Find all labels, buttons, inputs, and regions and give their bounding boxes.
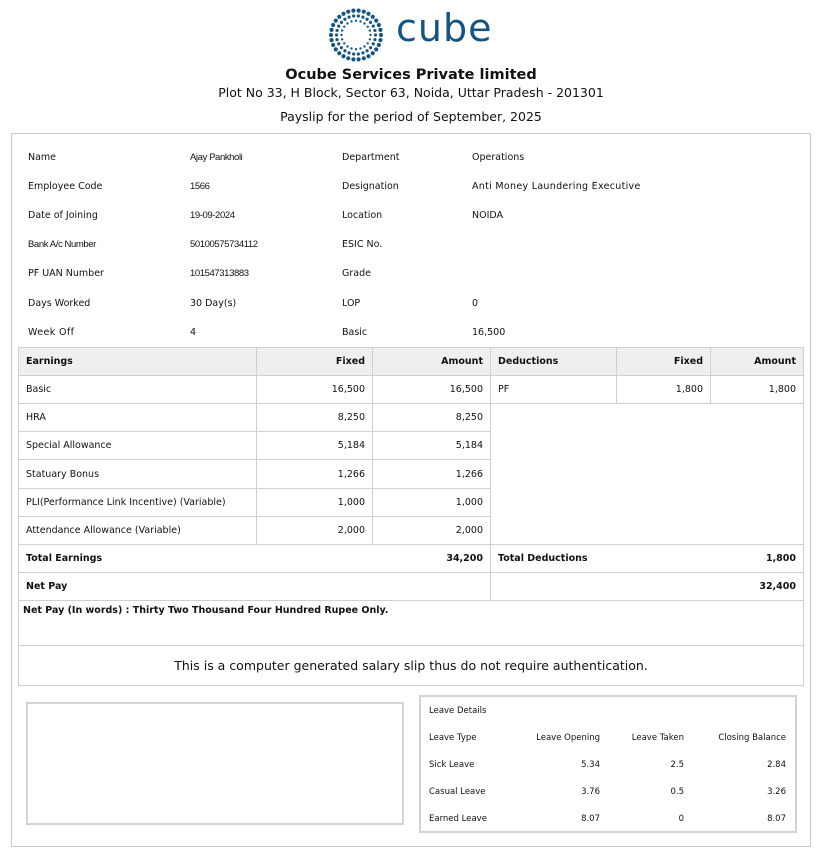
total-earnings-value: 34,200 bbox=[257, 544, 491, 573]
closing-balance-header: Closing Balance bbox=[718, 733, 786, 743]
earning-amount: 2,000 bbox=[372, 516, 491, 545]
company-logo bbox=[322, 8, 502, 64]
earning-amount: 1,266 bbox=[372, 459, 491, 489]
leave-type: Casual Leave bbox=[429, 787, 486, 797]
net-pay-label: Net Pay bbox=[18, 572, 491, 601]
signature-box bbox=[26, 702, 404, 825]
deduction-amount: 1,800 bbox=[710, 375, 804, 404]
earning-name: PLI(Performance Link Incentive) (Variable) bbox=[18, 488, 257, 517]
employee-code-label: Employee Code bbox=[28, 181, 103, 192]
basic-label: Basic bbox=[342, 327, 368, 338]
leave-details-title: Leave Details bbox=[429, 706, 487, 716]
deductions-empty-area bbox=[490, 403, 804, 545]
earning-name: Basic bbox=[18, 375, 257, 404]
department-label: Department bbox=[342, 152, 400, 163]
payslip-period: Payslip for the period of September, 2025 bbox=[280, 109, 542, 124]
earning-fixed: 2,000 bbox=[256, 516, 373, 545]
bank-value: 50100575734112 bbox=[190, 239, 258, 250]
location-value: NOIDA bbox=[472, 210, 504, 221]
grade-label: Grade bbox=[342, 268, 371, 279]
deductions-header: Deductions bbox=[490, 347, 617, 376]
designation-label: Designation bbox=[342, 181, 399, 192]
name-value: Ajay Pankholi bbox=[190, 152, 243, 163]
leave-opening-header: Leave Opening bbox=[536, 733, 600, 743]
earnings-amount-header: Amount bbox=[372, 347, 491, 376]
earnings-fixed-header: Fixed bbox=[256, 347, 373, 376]
name-label: Name bbox=[28, 152, 57, 163]
leave-type: Earned Leave bbox=[429, 814, 487, 824]
deductions-fixed-header: Fixed bbox=[616, 347, 711, 376]
deduction-name: PF bbox=[490, 375, 617, 404]
lop-value: 0 bbox=[472, 298, 479, 309]
logo-ring-icon bbox=[322, 8, 394, 64]
days-worked-label: Days Worked bbox=[28, 298, 91, 309]
earning-fixed: 8,250 bbox=[256, 403, 373, 432]
leave-closing: 2.84 bbox=[767, 760, 786, 770]
leave-opening: 5.34 bbox=[581, 760, 600, 770]
logo-text: cube bbox=[396, 6, 493, 50]
employee-code-value: 1566 bbox=[190, 181, 210, 192]
authentication-notice: This is a computer generated salary slip thus do not require authentication. bbox=[18, 645, 804, 686]
earning-name: Statuary Bonus bbox=[18, 459, 257, 489]
earning-name: Special Allowance bbox=[18, 431, 257, 460]
net-pay-in-words: Net Pay (In words) : Thirty Two Thousand Four Hundred Rupee Only. bbox=[18, 600, 804, 646]
total-deductions-label: Total Deductions bbox=[490, 544, 650, 573]
designation-value: Anti Money Laundering Executive bbox=[472, 181, 641, 192]
leave-details-box bbox=[419, 695, 797, 833]
earning-fixed: 16,500 bbox=[256, 375, 373, 404]
department-value: Operations bbox=[472, 152, 525, 163]
company-name: Ocube Services Private limited bbox=[285, 67, 537, 83]
leave-taken: 0 bbox=[678, 814, 684, 824]
earnings-header: Earnings bbox=[18, 347, 257, 376]
total-earnings-label: Total Earnings bbox=[18, 544, 258, 573]
doj-label: Date of Joining bbox=[28, 210, 98, 221]
earning-fixed: 5,184 bbox=[256, 431, 373, 460]
net-pay-value: 32,400 bbox=[490, 572, 804, 601]
location-label: Location bbox=[342, 210, 383, 221]
deductions-amount-header: Amount bbox=[710, 347, 804, 376]
days-worked-value: 30 Day(s) bbox=[190, 298, 237, 309]
pf-value: 101547313883 bbox=[190, 268, 249, 279]
week-off-value: 4 bbox=[190, 327, 197, 338]
leave-taken: 0.5 bbox=[670, 787, 684, 797]
pf-label: PF UAN Number bbox=[28, 268, 104, 279]
leave-taken: 2.5 bbox=[670, 760, 684, 770]
bank-label: Bank A/c Number bbox=[28, 239, 96, 250]
leave-taken-header: Leave Taken bbox=[631, 733, 684, 743]
leave-type: Sick Leave bbox=[429, 760, 475, 770]
doj-value: 19-09-2024 bbox=[190, 210, 235, 221]
week-off-label: Week Off bbox=[28, 327, 75, 338]
leave-closing: 8.07 bbox=[767, 814, 786, 824]
earning-amount: 1,000 bbox=[372, 488, 491, 517]
earning-name: Attendance Allowance (Variable) bbox=[18, 516, 257, 545]
leave-opening: 8.07 bbox=[581, 814, 600, 824]
leave-closing: 3.26 bbox=[767, 787, 786, 797]
earning-amount: 5,184 bbox=[372, 431, 491, 460]
earning-amount: 16,500 bbox=[372, 375, 491, 404]
earning-fixed: 1,000 bbox=[256, 488, 373, 517]
basic-value: 16,500 bbox=[472, 327, 506, 338]
earning-amount: 8,250 bbox=[372, 403, 491, 432]
total-deductions-value: 1,800 bbox=[649, 544, 804, 573]
lop-label: LOP bbox=[342, 298, 361, 309]
earning-name: HRA bbox=[18, 403, 257, 432]
deduction-fixed: 1,800 bbox=[616, 375, 711, 404]
earning-fixed: 1,266 bbox=[256, 459, 373, 489]
company-address: Plot No 33, H Block, Sector 63, Noida, Uttar Pradesh - 201301 bbox=[218, 85, 604, 100]
leave-opening: 3.76 bbox=[581, 787, 600, 797]
esic-label: ESIC No. bbox=[342, 239, 383, 250]
leave-type-header: Leave Type bbox=[429, 733, 477, 743]
